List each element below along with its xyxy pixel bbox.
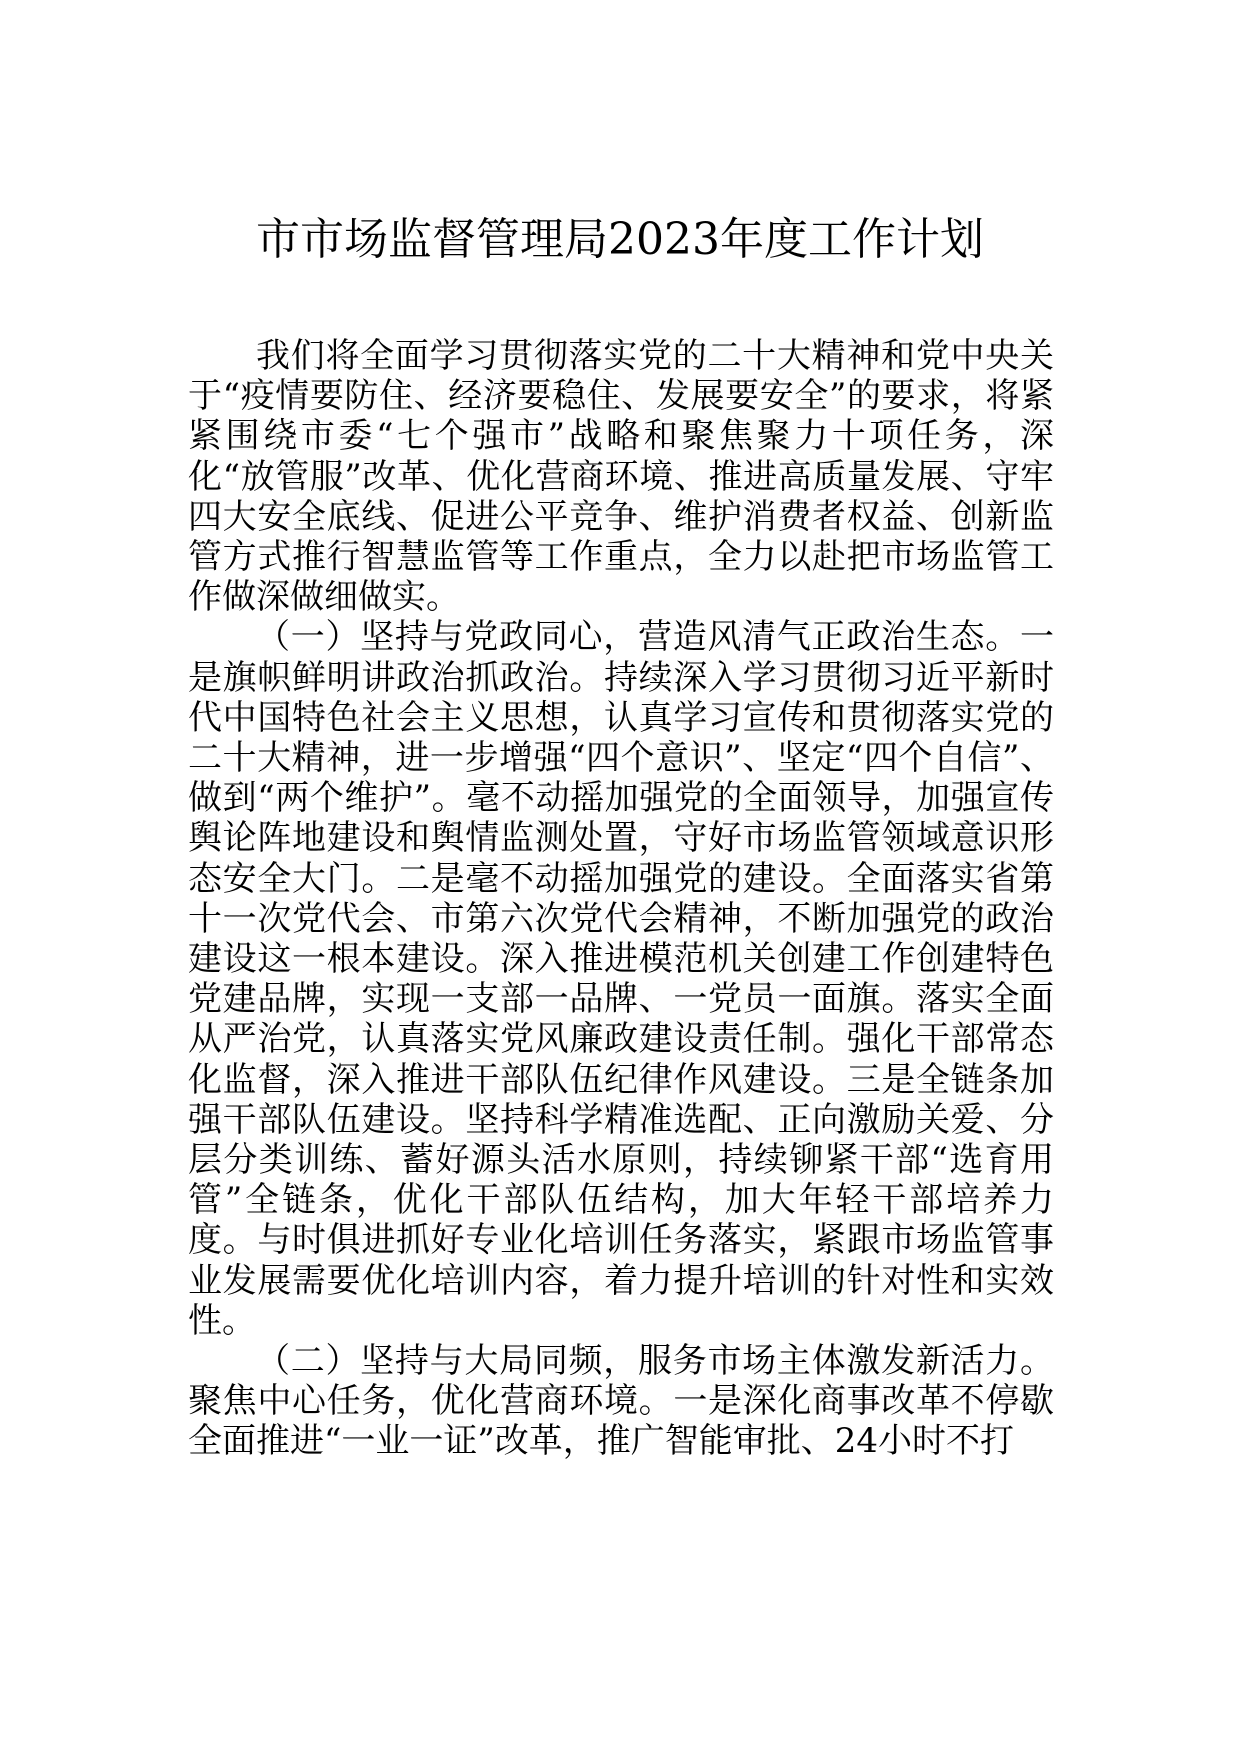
paragraph-intro: 我们将全面学习贯彻落实党的二十大精神和党中央关于“疫情要防住、经济要稳住、发展要安全”的要求，将紧紧围绕市委“七个强市”战略和聚焦聚力十项任务，深化“放管服”改革、优化营商环境、推进高质量发展、守牢四大安全底线、促进公平竞争、维护消费者权益、创新监管方式推行智慧监管等工作重点，全力以赴把市场监管工作做深做细做实。 — [188, 336, 1054, 618]
document-title: 市市场监督管理局2023年度工作计划 — [256, 214, 984, 265]
paragraph-section-2: （二）坚持与大局同频，服务市场主体激发新活力。聚焦中心任务，优化营商环境。一是深化商事改革不停歇全面推进“一业一证”改革，推广智能审批、24小时不打 — [188, 1341, 1054, 1462]
document-body — [188, 336, 1054, 1462]
paragraph-section-1: （一）坚持与党政同心，营造风清气正政治生态。一是旗帜鲜明讲政治抓政治。持续深入学习贯彻习近平新时代中国特色社会主义思想，认真学习宣传和贯彻落实党的二十大精神，进一步增强“四个意识”、坚定“四个自信”、做到“两个维护”。毫不动摇加强党的全面领导，加强宣传舆论阵地建设和舆情监测处置，守好市场监管领域意识形态安全大门。二是毫不动摇加强党的建设。全面落实省第十一次党代会、市第六次党代会精神，不断加强党的政治建设这一根本建设。深入推进模范机关创建工作创建特色党建品牌，实现一支部一品牌、一党员一面旗。落实全面从严治党，认真落实党风廉政建设责任制。强化干部常态化监督，深入推进干部队伍纪律作风建设。三是全链条加强干部队伍建设。坚持科学精准选配、正向激励关爱、分层分类训练、蓄好源头活水原则，持续铆紧干部“选育用管”全链条，优化干部队伍结构，加大年轻干部培养力度。与时俱进抓好专业化培训任务落实，紧跟市场监管事业发展需要优化培训内容，着力提升培训的针对性和实效性。 — [188, 617, 1054, 1341]
